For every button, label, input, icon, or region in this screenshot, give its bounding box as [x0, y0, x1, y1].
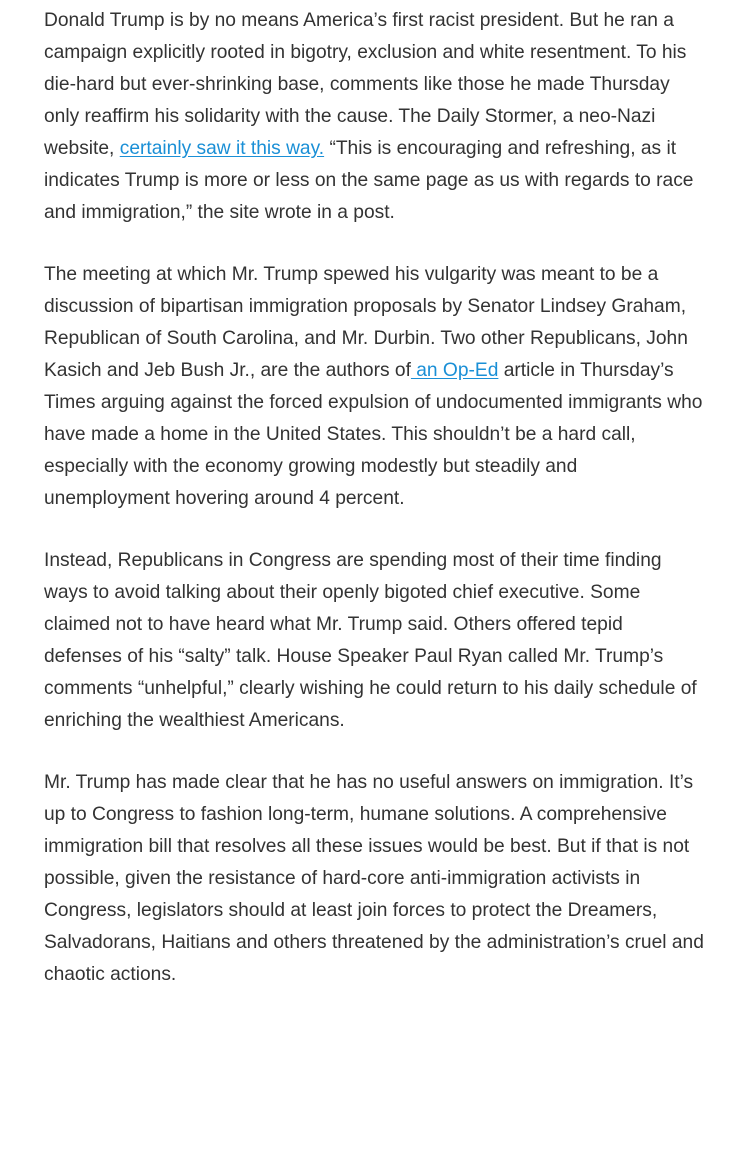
paragraph-daily-stormer — [44, 5, 704, 229]
paragraph-immigration-solutions: Mr. Trump has made clear that he has no useful answers on immigration. It’s up to Congress to fashion long-term, humane solutions. A comprehensive immigration bill that resolves all these issues would be best. But if that is not possible, given the resistance of hard-core anti-immigration activists in Congress, legislators should at least join forces to protect the Dreamers, Salvadorans, Haitians and others threatened by the administration’s cruel and chaotic actions. — [44, 772, 704, 985]
daily-stormer-link[interactable]: certainly saw it this way. — [119, 138, 325, 159]
paragraph-text: “This is encouraging and refreshing, as it indicates Trump is more or less on the same page as us with regards to race and immigration,” the site wrote in a post. — [44, 138, 694, 223]
paragraph-text: The meeting at which Mr. Trump spewed his vulgarity was meant to be a discussion of bipartisan immigration proposals by Senator Lindsey Graham, Republican of South Carolina, and Mr. Durbin. Two other Republicans, John Kasich and Jeb Bush Jr., are the authors of — [44, 264, 688, 381]
paragraph-republicans-congress: Instead, Republicans in Congress are spending most of their time finding ways to avoid talking about their openly bigoted chief executive. Some claimed not to have heard what Mr. Trump said. Others offered tepid defenses of his “salty” talk. House Speaker Paul Ryan called Mr. Trump’s comments “unhelpful,” clearly wishing he could return to his daily schedule of enriching the wealthiest Americans. — [44, 550, 697, 731]
paragraph-meeting — [44, 259, 704, 515]
op-ed-link[interactable]: an Op-Ed — [410, 360, 499, 381]
article-body — [44, 5, 704, 1021]
paragraph-text: Donald Trump is by no means America’s first racist president. But he ran a campaign explicitly rooted in bigotry, exclusion and white resentment. To his die-hard but ever-shrinking base, comments like those he made Thursday only reaffirm his solidarity with the cause. The Daily Stormer, a neo-Nazi website, — [44, 10, 687, 159]
paragraph-text: article in Thursday’s Times arguing against the forced expulsion of undocumented immigrants who have made a home in the United States. This shouldn’t be a hard call, especially with the economy growing modestly but steadily and unemployment hovering around 4 percent. — [44, 360, 703, 509]
